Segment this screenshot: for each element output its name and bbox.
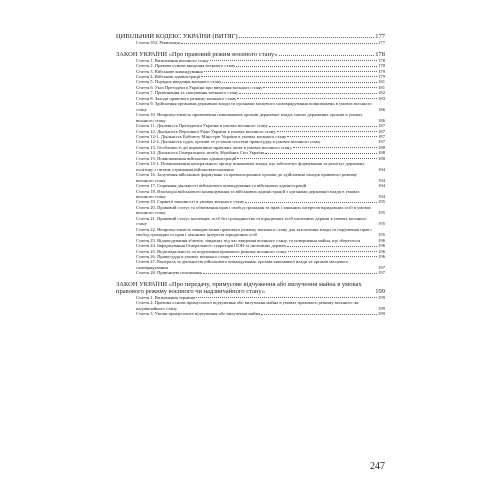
toc-entry-page: 194 [378, 166, 385, 172]
dot-leader [201, 76, 377, 77]
toc-entry-page: 199 [378, 311, 385, 317]
toc-entry-title: Стаття 3. Умови примусового відчуження або вилучення майна [136, 311, 261, 317]
page-number: 247 [370, 461, 385, 472]
toc-entry-title: Стаття 11. Діяльність Президента України в умовах воєнного стану [136, 123, 268, 129]
toc-entry-page: 187 [378, 123, 385, 129]
toc-entry-page: 181 [378, 84, 385, 90]
toc-section-entry[interactable] [116, 33, 385, 40]
toc-entry-title: Стаття 26. Правосуддя в умовах воєнного стану [136, 253, 230, 259]
toc-entry-title: Стаття 3. Військове командування [136, 68, 203, 74]
toc-entry-title: Стаття 12-2. Діяльність судів, органів та установ системи правосуддя в умовах воєнного стану [136, 139, 321, 145]
toc-section-entry[interactable] [116, 281, 385, 295]
toc-entry-title: Стаття 28. Прикінцеві положення [136, 270, 202, 276]
dot-leader [287, 246, 377, 247]
dot-leader [261, 314, 377, 315]
toc-article-entry[interactable] [116, 139, 385, 144]
toc-entry-page: 183 [378, 95, 385, 101]
dot-leader [210, 60, 377, 61]
toc-entry-title: Стаття 27. Контроль за діяльністю військового командування, органів виконавчої влади та органів місцевого самоврядування [136, 259, 349, 270]
toc-entry-title: Стаття 24. Інформування Генерального секретаря ООН та іноземних держав [136, 243, 286, 249]
toc-entry-page: 195 [378, 210, 385, 216]
toc-article-entry[interactable] [116, 112, 385, 123]
toc-entry-page: 182 [378, 90, 385, 96]
toc-entry-page: 186 [378, 106, 385, 112]
toc-entry-title: Стаття 12. Діяльність Верховної Ради України в умовах воєнного стану [136, 128, 276, 134]
toc-article-entry[interactable] [116, 259, 385, 270]
dot-leader [263, 87, 377, 88]
dot-leader [236, 66, 377, 67]
dot-leader [181, 43, 377, 44]
toc-entry-page: 187 [378, 128, 385, 134]
toc-entry-title: Стаття 18. Взаємодія військового командування та військових адміністрацій з органами державної влади в умовах воєнного стану [136, 188, 360, 199]
toc-entry-title: ЦИВІЛЬНИЙ КОДЕКС УКРАЇНИ (ВИТЯГ) [116, 33, 238, 40]
toc-entry-title: Стаття 25. Відповідальність за порушення правового режиму воєнного стану [136, 248, 287, 254]
toc-entry-title: Стаття 16. Залучення військових формувань та правоохоронних органів до здійснення заходів правового режиму воєнного стану [136, 172, 358, 183]
toc-entry-title: ЗАКОН УКРАЇНИ «Про правовий режим воєнного стану» [116, 50, 278, 58]
toc-entry-page: 196 [378, 243, 385, 249]
table-of-contents [116, 33, 385, 317]
dot-leader [245, 202, 377, 203]
toc-entry-page: 197 [378, 264, 385, 270]
toc-entry-page: 196 [378, 253, 385, 259]
toc-entry-page: 196 [378, 237, 385, 243]
toc-entry-page: 181 [378, 79, 385, 85]
dot-leader [237, 158, 377, 159]
toc-entry-page: 178 [375, 50, 385, 58]
dot-leader [196, 297, 377, 298]
toc-entry-title: ЗАКОН УКРАЇНИ «Про передачу, примусове відчуження або вилучення майна в умовах правового режиму воєнного чи надзвичайного стану» [116, 280, 362, 295]
toc-article-entry[interactable] [116, 189, 385, 200]
dot-leader [204, 71, 377, 72]
toc-article-entry[interactable] [116, 161, 385, 172]
toc-entry-title: Стаття 1. Визначення воєнного стану [136, 57, 209, 63]
toc-entry-page: 187 [378, 139, 385, 145]
toc-article-entry[interactable] [116, 300, 385, 311]
toc-entry-title: Стаття 353. Реквізиція [136, 40, 180, 46]
toc-entry-page: 188 [378, 155, 385, 161]
toc-entry-page: 197 [378, 270, 385, 276]
dot-leader [239, 37, 375, 38]
toc-entry-title: Стаття 1. Визначення термінів [136, 294, 196, 300]
toc-section-entry[interactable] [116, 51, 385, 58]
toc-entry-page: 179 [378, 74, 385, 79]
dot-leader [293, 147, 377, 148]
toc-entry-title: Стаття 6. Указ Президента України про введення воєнного стану [136, 84, 263, 90]
toc-entry-title: Стаття 15. Повноваження військових адміністрацій [136, 155, 237, 161]
toc-entry-page: 199 [378, 294, 385, 300]
toc-entry-title: Стаття 17. Сприяння діяльності військового командування та військових адміністрацій [136, 183, 307, 189]
toc-article-entry[interactable] [116, 227, 385, 238]
toc-article-entry[interactable] [116, 311, 385, 316]
toc-entry-page: 177 [375, 33, 385, 40]
toc-entry-title: Стаття 20. Правовий статус та обмеження прав і свобод громадян та прав і законних інтересів юридичних осіб в умовах воєнного стану [136, 204, 372, 216]
toc-entry-title: Стаття 21. Правовий статус іноземців, осіб без громадянства та юридичних осіб іноземних держав в умовах воєнного стану [136, 215, 367, 227]
dot-leader [230, 256, 377, 257]
dot-leader [237, 98, 377, 99]
dot-leader [265, 153, 377, 154]
dot-leader [222, 82, 377, 83]
toc-entry-title: Стаття 22. Неприпустимість використання правового режиму воєнного стану для захоплення влади та порушення прав і свобод громадян та прав і законних інтересів юридичних осіб [136, 226, 372, 238]
toc-entry-title: Стаття 7. Припинення та скасування воєнного стану [136, 90, 239, 96]
toc-entry-page: 195 [378, 232, 385, 238]
toc-article-entry[interactable] [116, 205, 385, 216]
toc-entry-page: 194 [378, 193, 385, 199]
toc-article-entry[interactable] [116, 101, 385, 112]
toc-entry-page: 177 [378, 40, 385, 46]
toc-entry-title: Стаття 23. Відшкодування збитків, завданих під час введення воєнного стану, та повернення майна, що збереглося [136, 237, 361, 243]
toc-entry-title: Стаття 5. Порядок введення воєнного стану [136, 79, 222, 85]
toc-article-entry[interactable] [116, 238, 385, 243]
toc-article-entry[interactable] [116, 172, 385, 183]
toc-entry-page: 188 [378, 144, 385, 150]
toc-article-entry[interactable] [116, 216, 385, 227]
toc-entry-page: 187 [378, 133, 385, 139]
toc-entry-title: Стаття 10. Неприпустимість припинення повноважень органів державної влади, інших державних органів в умовах воєнного стану [136, 112, 363, 123]
toc-entry-title: Стаття 13. Особливості дії нормативно-правових актів в умовах воєнного стану [136, 144, 292, 150]
toc-entry-page: 194 [378, 183, 385, 189]
toc-entry-page: 178 [378, 63, 385, 69]
toc-entry-page: 195 [378, 221, 385, 227]
dot-leader [287, 136, 377, 137]
toc-entry-page: 186 [378, 117, 385, 123]
dot-leader [239, 93, 377, 94]
toc-entry-page: 179 [378, 68, 385, 74]
toc-entry-page: 199 [378, 305, 385, 311]
toc-entry-title: Стаття 12-1. Діяльність Кабінету Міністрів України в умовах воєнного стану [136, 133, 287, 139]
toc-entry-title: Стаття 19. Гарантії законності в умовах воєнного стану [136, 199, 245, 205]
toc-entry-page: 188 [378, 150, 385, 156]
toc-entry-title: Стаття 15-1. Повноваження центрального органу виконавчої влади, що забезпечує формування та реалізує державну політику з питань утримання військовополонених [136, 161, 365, 172]
dot-leader [277, 131, 378, 132]
dot-leader [288, 251, 377, 252]
toc-entry-title: Стаття 4. Військові адміністрації [136, 74, 201, 79]
toc-entry-page: 196 [378, 248, 385, 254]
toc-entry-title: Стаття 2. Правова основа примусового відчуження або вилучення майна в умовах правового режиму воєнного чи надзвичайного стану [136, 300, 359, 311]
dot-leader [269, 126, 377, 127]
dot-leader [279, 55, 375, 56]
toc-entry-page: 194 [378, 177, 385, 183]
toc-entry-title: Стаття 2. Правова основа введення воєнного стану [136, 63, 236, 69]
toc-entry-page: 199 [375, 287, 385, 295]
toc-entry-title: Стаття 8. Заходи правового режиму воєнного стану [136, 95, 237, 101]
toc-entry-title: Стаття 9. Здійснення органами державної влади та органами місцевого самоврядування повноважень в умовах воєнного стану [136, 101, 372, 112]
dot-leader [203, 273, 378, 274]
toc-entry-page: 178 [378, 57, 385, 63]
toc-entry-page: 195 [378, 199, 385, 205]
toc-entry-title: Стаття 14. Діяльність Генерального штабу Збройних Сил України [136, 150, 265, 156]
